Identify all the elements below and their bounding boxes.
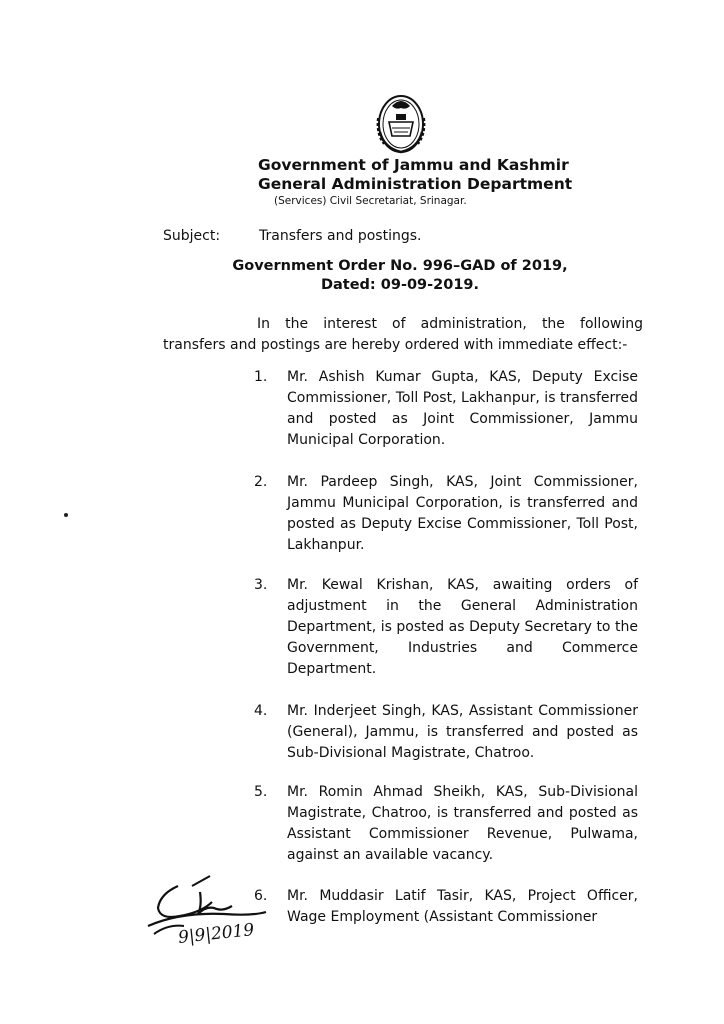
order-title <box>200 257 600 295</box>
item-number: 4. <box>254 703 268 719</box>
item-number: 3. <box>254 577 268 593</box>
list-item <box>254 782 638 866</box>
stray-mark <box>64 513 68 517</box>
government-name: Government of Jammu and Kashmir <box>258 156 569 174</box>
order-date: Dated: 09-09-2019. <box>320 277 480 293</box>
intro-line-2: transfers and postings are hereby ordered with immediate effect:- <box>163 337 628 353</box>
list-item <box>254 575 638 680</box>
item-text: Mr. Muddasir Latif Tasir, KAS, Project Officer, Wage Employment (Assistant Commissioner <box>287 888 638 925</box>
item-text: Mr. Romin Ahmad Sheikh, KAS, Sub-Divisional Magistrate, Chatroo, is transferred and posted as Assistant Commissioner Revenue, Pulwama, against an available vacancy. <box>287 784 638 863</box>
list-item <box>254 886 638 928</box>
intro-line-1: In the interest of administration, the following <box>257 316 643 332</box>
office-address: (Services) Civil Secretariat, Srinagar. <box>274 195 467 207</box>
subject-line <box>163 228 421 244</box>
signature-date: 9|9|2019 <box>177 920 256 948</box>
item-text: Mr. Inderjeet Singh, KAS, Assistant Commissioner (General), Jammu, is transferred and posted as Sub-Divisional Magistrate, Chatroo. <box>287 703 638 761</box>
item-number: 6. <box>254 888 268 904</box>
item-number: 5. <box>254 784 268 800</box>
government-emblem-icon <box>370 88 432 158</box>
item-number: 1. <box>254 369 268 385</box>
list-item <box>254 472 638 556</box>
item-text: Mr. Pardeep Singh, KAS, Joint Commissioner, Jammu Municipal Corporation, is transferred and posted as Deputy Excise Commissioner, Toll Post, Lakhanpur. <box>287 474 638 553</box>
signature-icon <box>140 872 270 962</box>
list-item <box>254 367 638 451</box>
item-text: Mr. Kewal Krishan, KAS, awaiting orders of adjustment in the General Administration Department, is posted as Deputy Secretary to the Government, Industries and Commerce Department. <box>287 577 638 677</box>
item-number: 2. <box>254 474 268 490</box>
intro-paragraph <box>163 314 643 356</box>
department-name: General Administration Department <box>258 175 573 193</box>
item-text: Mr. Ashish Kumar Gupta, KAS, Deputy Excise Commissioner, Toll Post, Lakhanpur, is transferred and posted as Joint Commissioner, Jammu Municipal Corporation. <box>287 369 638 448</box>
subject-label: Subject: <box>163 228 221 244</box>
list-item <box>254 701 638 764</box>
subject-text: Transfers and postings. <box>259 228 422 244</box>
order-number: Government Order No. 996–GAD of 2019, <box>232 258 568 274</box>
letterhead <box>258 156 578 208</box>
